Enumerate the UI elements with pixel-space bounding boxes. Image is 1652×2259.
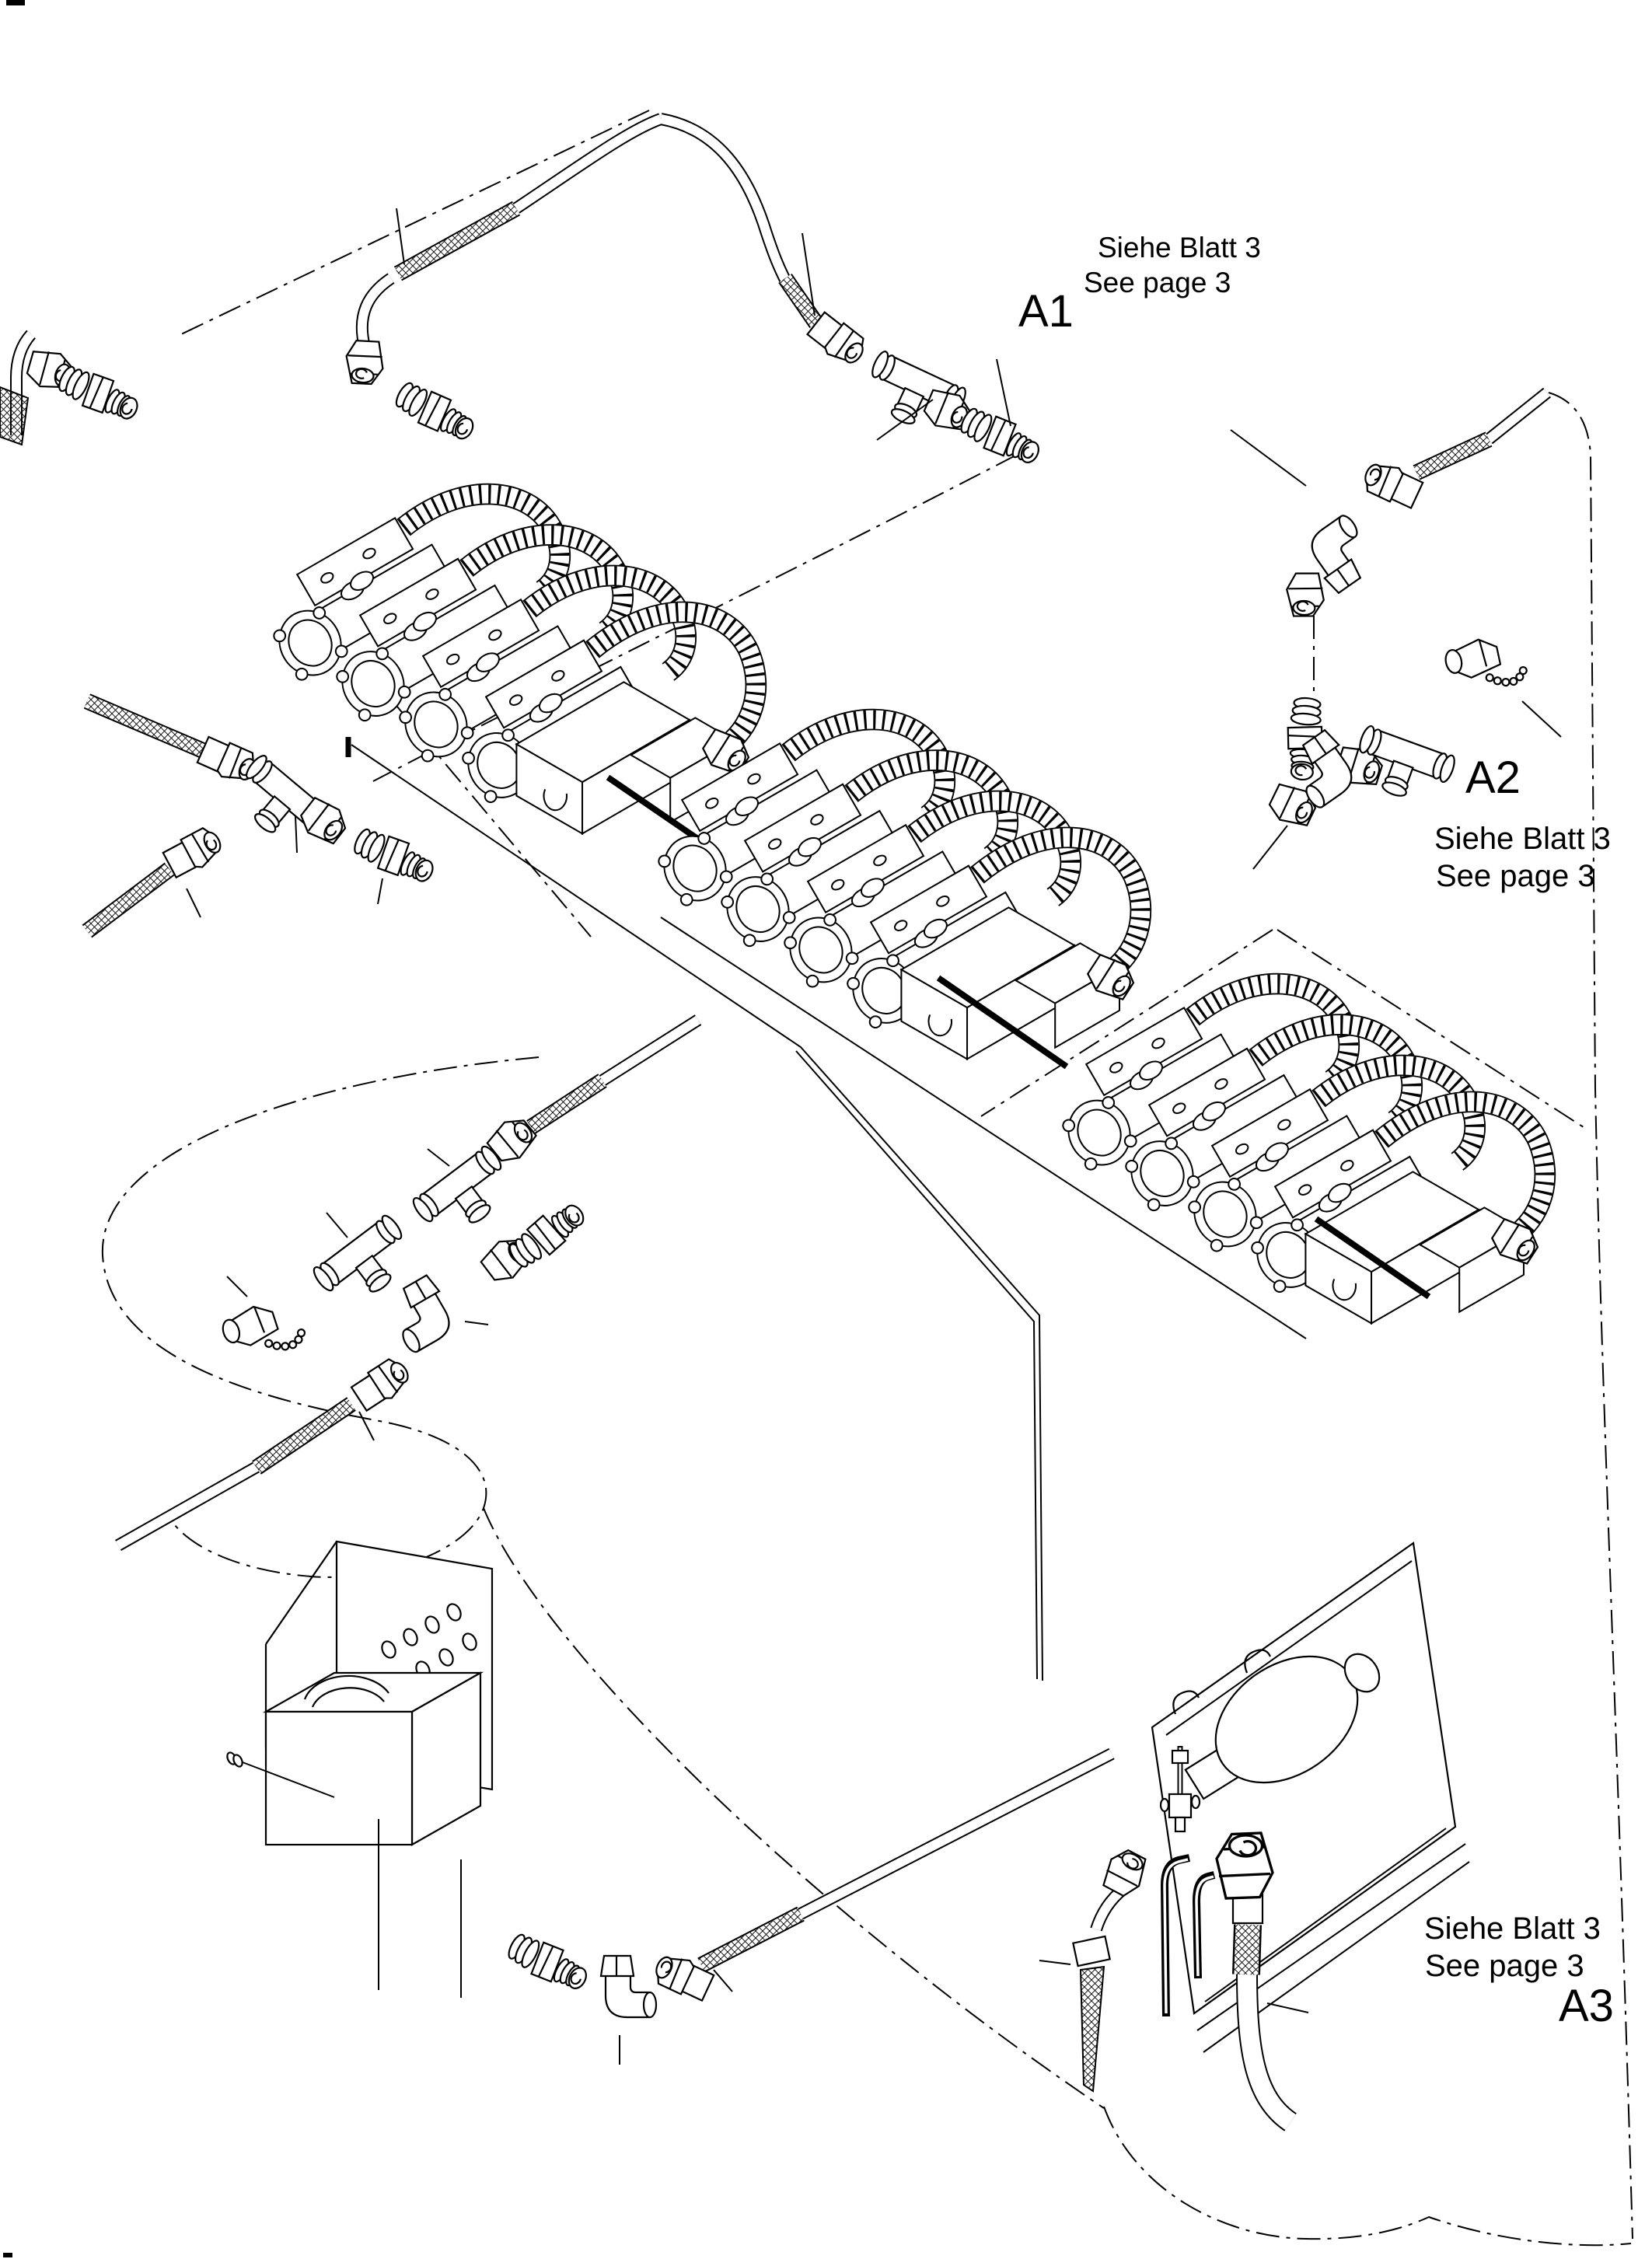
pump-box (225, 1541, 492, 1990)
hose-a1 (344, 119, 1046, 472)
corner-tick-bottom-left (3, 2253, 12, 2257)
tee-fitting (311, 1213, 422, 1316)
a3-note-line2: See page 3 (1425, 1949, 1584, 1983)
straight-adapter (504, 1928, 592, 1998)
annotation-a3 (1424, 1912, 1614, 2031)
union-nut (1286, 572, 1325, 617)
annotation-a2 (1434, 752, 1611, 893)
elbow-fitting (382, 1274, 460, 1355)
a2-note-line2: See page 3 (1436, 859, 1595, 893)
hose-bottom-middle (461, 1754, 1112, 2065)
annotation-a1 (1018, 232, 1261, 337)
straight-adapter (54, 360, 144, 428)
a3-label: A3 (1559, 1981, 1614, 2031)
straight-adapter (504, 1196, 591, 1273)
union-nut (344, 339, 386, 386)
a3-note-line1: Siehe Blatt 3 (1424, 1912, 1601, 1946)
hose-pair-tee-left (87, 701, 439, 931)
elbow-braided-hose (1073, 1845, 1152, 2091)
corner-tick-top-left (6, 0, 25, 5)
a1-note-line1: Siehe Blatt 3 (1098, 232, 1261, 264)
a2-label: A2 (1465, 752, 1521, 803)
screw (225, 1751, 244, 1768)
a1-label: A1 (1018, 286, 1074, 337)
fitting-cluster-lower-left (118, 1020, 698, 1545)
protective-cap-with-chain (218, 1294, 308, 1367)
hose-end-nut (196, 734, 260, 787)
elbow-fitting (601, 1956, 656, 2017)
a1-note-line2: See page 3 (1084, 267, 1231, 299)
straight-adapter (391, 376, 480, 448)
straight-adapter (956, 402, 1045, 472)
straight-adapter (350, 822, 439, 890)
tank-panel (1039, 1543, 1469, 2122)
valve-block-3 (1040, 984, 1545, 1324)
protective-cap-with-chain (1443, 631, 1529, 698)
hose-end-nut (350, 1354, 415, 1413)
a2-note-line1: Siehe Blatt 3 (1434, 822, 1611, 856)
hose-left-elbow (0, 334, 144, 445)
